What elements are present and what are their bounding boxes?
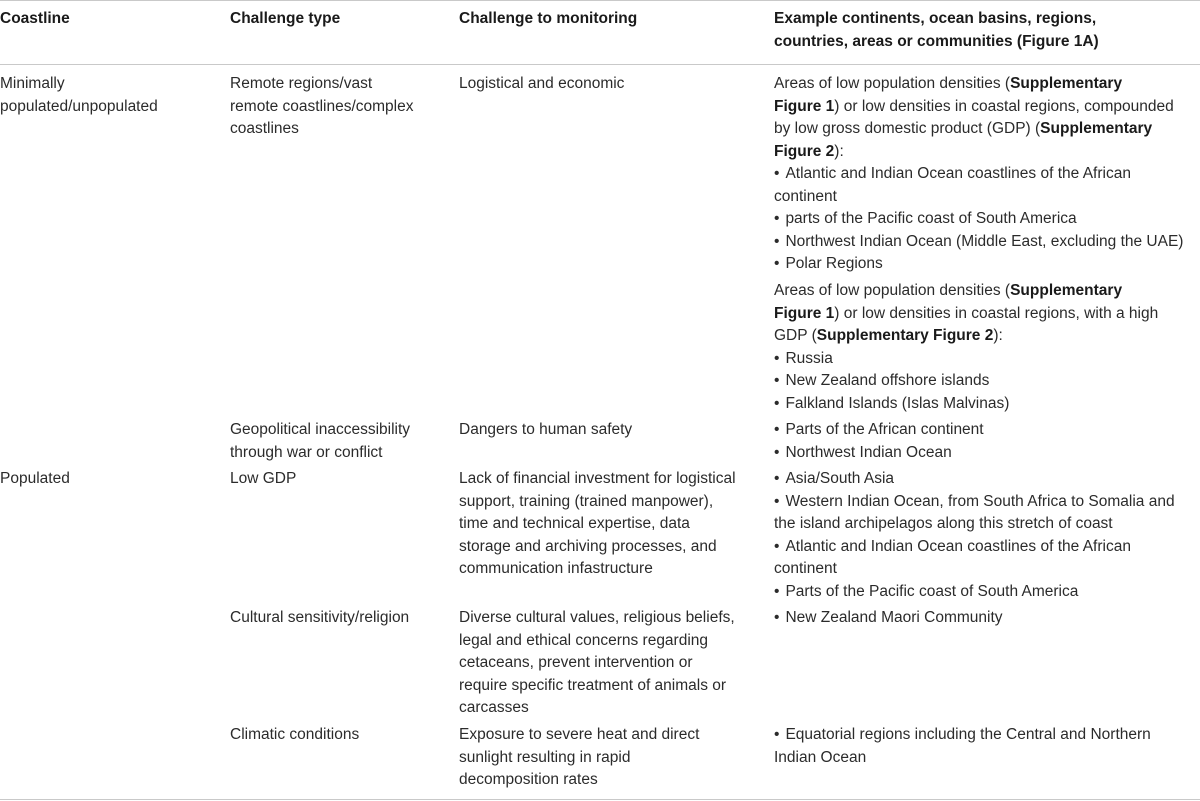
list-item: • Asia/South Asia (774, 468, 1198, 491)
coastline-minimal: Minimally populated/unpopulated (0, 75, 158, 115)
list-item: • Northwest Indian Ocean (774, 442, 1198, 465)
list-item: • New Zealand Maori Community (774, 607, 1198, 630)
examples-geopolitical (774, 419, 1198, 464)
header-challenge-type: Challenge type (230, 10, 341, 27)
list-item: • Western Indian Ocean, from South Africa to Somalia and (774, 491, 1198, 514)
challenge-type-low-gdp: Low GDP (230, 470, 297, 487)
list-item: • Northwest Indian Ocean (Middle East, excluding the UAE) (774, 231, 1198, 254)
challenge-type-climatic: Climatic conditions (230, 726, 360, 743)
monitoring-remote: Logistical and economic (459, 75, 625, 92)
examples-remote-high-gdp: Areas of low population densities (Supplementary Figure 1) or low densities in coastal regions, with a high GDP (Supplementary Figure 2): • Russia • New Zealand offshore islands • Falkland Islands (Islas Malvinas) (774, 280, 1198, 415)
list-item: • Russia (774, 348, 1198, 371)
list-item: • Parts of the Pacific coast of South America (774, 581, 1198, 604)
list-item: • New Zealand offshore islands (774, 370, 1198, 393)
list-item: • parts of the Pacific coast of South America (774, 208, 1198, 231)
monitoring-climatic: Exposure to severe heat and direct sunlight resulting in rapid decomposition rates (459, 726, 700, 788)
challenge-type-geopolitical: Geopolitical inaccessibility through war or conflict (230, 421, 411, 461)
list-item: • Atlantic and Indian Ocean coastlines of the African (774, 536, 1198, 559)
challenge-type-remote: Remote regions/vast remote coastlines/complex coastlines (230, 75, 414, 137)
monitoring-low-gdp: Lack of financial investment for logistical support, training (trained manpower), time and technical expertise, data storage and archiving processes, and communication infastructure (459, 470, 736, 577)
monitoring-geopolitical: Dangers to human safety (459, 421, 633, 438)
table-top-rule (0, 0, 1200, 1)
examples-remote-low-gdp: Areas of low population densities (Supplementary Figure 1) or low densities in coastal regions, compounded by low gross domestic product (GDP) (Supplementary Figure 2): • Atlantic and Indian Ocean coastlines of the African continent • parts of the Pacific coast of South America • Northwest Indian Ocean (Middle East, excluding the UAE) • Polar Regions (774, 73, 1198, 276)
list-item: • Parts of the African continent (774, 419, 1198, 442)
monitoring-cultural: Diverse cultural values, religious beliefs, legal and ethical concerns regarding cetaceans, prevent intervention or require specific treatment of animals or carcasses (459, 609, 735, 716)
list-item: • Equatorial regions including the Central and Northern (774, 724, 1198, 747)
examples-cultural (774, 607, 1198, 630)
list-item: • Polar Regions (774, 253, 1198, 276)
coastline-populated: Populated (0, 470, 70, 487)
header-examples: Example continents, ocean basins, regions, countries, areas or communities (Figure 1A) (774, 10, 1099, 50)
header-coastline: Coastline (0, 10, 70, 27)
examples-climatic: • Equatorial regions including the Central and Northern Indian Ocean (774, 724, 1198, 769)
list-item: • Falkland Islands (Islas Malvinas) (774, 393, 1198, 416)
header-separator-rule (0, 64, 1200, 65)
challenge-type-cultural: Cultural sensitivity/religion (230, 609, 410, 626)
examples-low-gdp: • Asia/South Asia • Western Indian Ocean, from South Africa to Somalia and the island archipelagos along this stretch of coast • Atlantic and Indian Ocean coastlines of the African continent • Parts of the Pacific coast of South America (774, 468, 1198, 603)
list-item: • Atlantic and Indian Ocean coastlines of the African (774, 163, 1198, 186)
header-challenge-to-monitoring: Challenge to monitoring (459, 10, 638, 27)
table-bottom-rule (0, 799, 1200, 800)
